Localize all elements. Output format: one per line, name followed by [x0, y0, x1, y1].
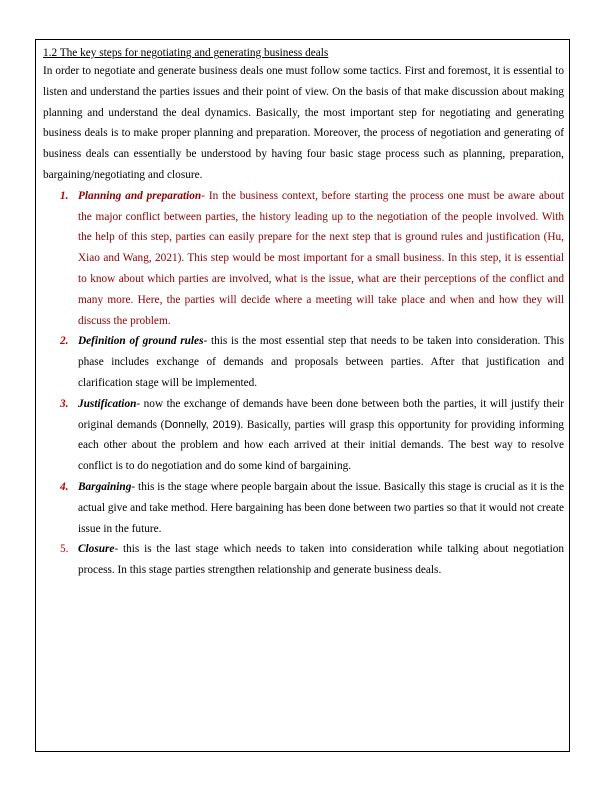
- list-item-number: 2.: [60, 335, 69, 348]
- step-text: - In the business context, before starting the process one must be aware about the major conflict between parties, the history leading up to the negotiation of the people involved. With the help of this step, parties can easily prepare for the next step that is ground rules and justification (Hu, Xiao and Wang, 2021). This step would be most important for a small business. In this step, it is essential to know about which parties are involved, what is the issue, what are their perceptions of the conflict and many more. Here, the parties will decide where a meeting will take place and when and how they will discuss the problem.: [78, 189, 564, 327]
- list-item: [43, 186, 564, 332]
- section-heading: 1.2 The key steps for negotiating and generating business deals: [43, 47, 329, 59]
- step-text: ). Basically, parties will grasp this opportunity for providing informing each other about the problem and how each arrived at their initial demands. The best way to resolve conflict is to do negotiation and do some kind of bargaining.: [78, 418, 564, 473]
- list-item-number: 5.: [60, 543, 69, 556]
- list-item: [43, 477, 564, 539]
- list-item-number: 3.: [60, 397, 69, 410]
- step-title: Closure: [78, 543, 115, 556]
- list-item: [43, 331, 564, 393]
- list-item-number: 4.: [60, 480, 69, 493]
- step-title: Bargaining: [78, 480, 132, 493]
- steps-list: [43, 186, 564, 581]
- page-frame: [35, 39, 570, 752]
- step-text: - this is the stage where people bargain about the issue. Basically this stage is crucial as it is the actual give and take method. Here bargaining has been done between two parties so that it would not create issue in the future.: [78, 480, 564, 535]
- step-text: - this is the last stage which needs to taken into consideration while talking about negotiation process. In this stage parties strengthen relationship and generate business deals.: [78, 543, 564, 577]
- step-text: - this is the most essential step that needs to be taken into consideration. This phase includes exchange of demands and proposals between parties. After that justification and clarification stage will be implemented.: [78, 335, 564, 389]
- step-title: Justification: [78, 397, 137, 410]
- step-text: - now the exchange of demands have been done between both the parties, it will justify their original demands (: [78, 397, 564, 431]
- citation: Donnelly, 2019: [164, 418, 237, 431]
- list-item: [43, 539, 564, 581]
- intro-paragraph: In order to negotiate and generate business deals one must follow some tactics. First and foremost, it is essential to listen and understand the parties issues and their point of view. On the basis of that make discussion about making planning and understand the deal dynamics. Basically, the most important step for negotiating and generating business deals is to make proper planning and preparation. Moreover, the process of negotiation and generating of business deals can essentially be understood by having four basic stage process such as planning, preparation, bargaining/negotiating and closure.: [43, 65, 564, 181]
- list-item: [43, 394, 564, 477]
- step-title: Definition of ground rules: [78, 335, 204, 348]
- document-body: [43, 43, 564, 581]
- step-title: Planning and preparation: [78, 189, 202, 202]
- list-item-number: 1.: [60, 189, 69, 202]
